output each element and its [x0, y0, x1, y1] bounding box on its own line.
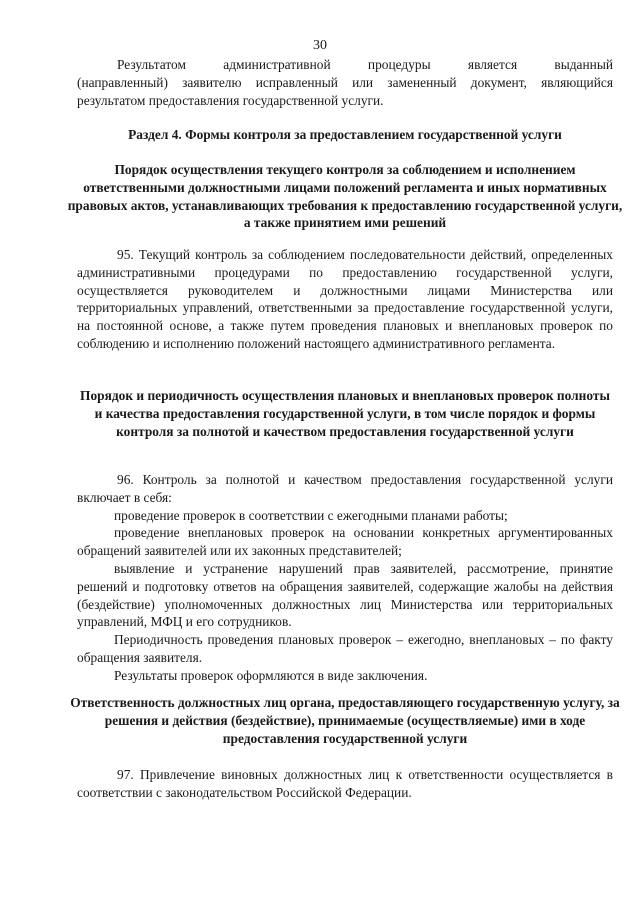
- intro-rest: (направленный) заявителю исправленный или замененный документ, являющийся результатом предоставления государственной услуги.: [77, 74, 613, 108]
- paragraph-96-periodicity: Периодичность проведения плановых проверок – ежегодно, внеплановых – по факту обращения заявителя.: [77, 632, 613, 665]
- paragraph-95: 95. Текущий контроль за соблюдением последовательности действий, определенных административными процедурами по предоставлению государственной услуги, осуществляется руководителем и должностными лицами Министерства или территориальных управлений, ответственными за предоставление государственной услуги, на постоянной основе, а также путем проведения плановых и внеплановых проверок по соблюдению и исполнению положений настоящего административного регламента.: [77, 247, 613, 351]
- section-4-title: Раздел 4. Формы контроля за предоставлением государственной услуги: [128, 127, 562, 142]
- paragraph-96-item-2: проведение внеплановых проверок на основании конкретных аргументированных обращений заявителей или их законных представителей;: [77, 525, 613, 559]
- intro-line-1: Результатом административной процедуры является выданный: [117, 57, 613, 72]
- paragraph-96-item-3: выявление и устранение нарушений прав заявителей, рассмотрение, принятие решений и подготовку ответов на обращения заявителей, содержащие жалобы на действия (бездействие) уполномоченных должностных лиц Министерства или территориальных управлений, МФЦ и его сотрудников.: [77, 560, 613, 630]
- paragraph-97: 97. Привлечение виновных должностных лиц к ответственности осуществляется в соответствии с законодательством Российской Федерации.: [77, 767, 613, 800]
- page-number: 30: [313, 38, 327, 53]
- paragraph-96-lead: 96. Контроль за полнотой и качеством предоставления государственной услуги включает в себя:: [77, 472, 613, 505]
- paragraph-96: [77, 471, 613, 685]
- paragraph-96-results: Результаты проверок оформляются в виде заключения.: [114, 667, 428, 683]
- intro-paragraph: [77, 56, 613, 109]
- heading-current-control: Порядок осуществления текущего контроля за соблюдением и исполнением ответственными должностными лицами положений регламента и иных нормативных правовых актов, устанавливающих требования к предоставлению государственной услуги, а также принятием ими решений: [67, 162, 623, 231]
- paragraph-96-item-1: проведение проверок в соответствии с ежегодными планами работы;: [114, 507, 508, 523]
- heading-inspections: Порядок и периодичность осуществления плановых и внеплановых проверок полноты и качества предоставления государственной услуги, в том числе порядок и формы контроля за полнотой и качеством предоставления государственной услуги: [80, 388, 610, 439]
- heading-responsibility: Ответственность должностных лиц органа, предоставляющего государственную услугу, за решения и действия (бездействие), принимаемые (осуществляемые) ими в ходе предоставления государственной услуги: [70, 695, 620, 746]
